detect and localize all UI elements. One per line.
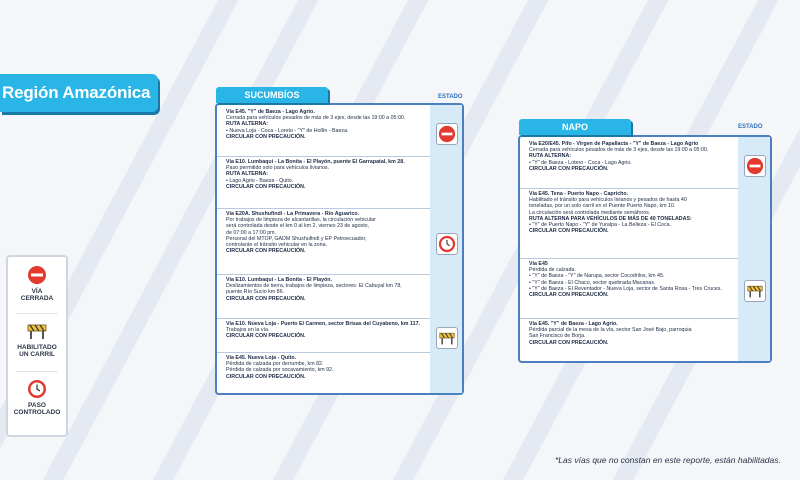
entry-line: Habilitado el tránsito para vehículos livianos y pesados de hasta 40 — [529, 197, 687, 204]
entry-line: CIRCULAR CON PRECAUCIÓN. — [529, 165, 609, 172]
entry-line: Vía E10. Lumbaquí - La Bonita - El Playón. — [226, 277, 332, 283]
entry-line: Vía E45. "Y" de Baeza - Lago Agrio. — [226, 109, 315, 115]
entry-line: RUTA ALTERNA: — [226, 121, 269, 128]
region-title-tab — [0, 74, 158, 112]
legend-label-line1: VÍA — [31, 288, 43, 295]
legend-panel — [6, 255, 68, 437]
legend-divider — [16, 371, 58, 372]
napo-road-entry — [520, 321, 738, 346]
sucumbios-road-entry — [217, 159, 430, 190]
entry-line: CIRCULAR CON PRECAUCIÓN. — [226, 248, 306, 255]
entry-line: Cerrada para vehículos pesados de más de 3 ejes, desde las 19:00 a 05:00. — [529, 147, 709, 154]
one-lane-barrier-icon — [436, 327, 458, 349]
entry-line: toneladas, por un solo carril en el Puente Puerto Napo, km 10. — [529, 203, 676, 210]
entry-divider — [520, 258, 738, 259]
legend-item-closed — [8, 265, 66, 302]
entry-divider — [520, 318, 738, 319]
sucumbios-road-entry — [217, 211, 430, 254]
entry-line: CIRCULAR CON PRECAUCIÓN. — [226, 295, 306, 302]
sucumbios-road-entry — [217, 277, 430, 302]
sucumbios-estado-header: ESTADO — [438, 94, 463, 100]
entry-line: La circulación será controlada mediante semáforos. — [529, 209, 651, 216]
legend-item-controlled — [8, 379, 66, 416]
entry-line: CIRCULAR CON PRECAUCIÓN. — [529, 292, 609, 299]
entry-line: San Francisco de Borja. — [529, 333, 586, 340]
entry-line: de 07:00 a 17:00 pm. — [226, 229, 277, 236]
entry-line: • Nueva Loja - Coca - Loreto - "Y" de Hollín - Baeza. — [226, 127, 349, 134]
one-lane-barrier-icon — [26, 321, 48, 341]
entry-divider — [217, 208, 430, 209]
legend-label-line2: UN CARRIL — [19, 351, 55, 358]
entry-line: • "Y" de Puerto Napo - "Y" de Yuralpa - La Belleza - El Coca. — [529, 222, 672, 229]
entry-line: • "Y" de Baeza - El Reventador - Nueva Loja, sector de Santa Rosa - Tres Cruces. — [529, 285, 722, 292]
entry-line: Personal del MTOP, GADM Shushufindi y EP Petroecuador, — [226, 235, 367, 242]
closed-road-icon — [27, 265, 47, 285]
entry-line: CIRCULAR CON PRECAUCIÓN. — [529, 339, 609, 346]
entry-line: Pérdida de calzada por derrumbe, km 82. — [226, 361, 324, 368]
entry-line: CIRCULAR CON PRECAUCIÓN. — [226, 333, 306, 340]
entry-line: Vía E20/E45. Pifo - Virgen de Papallacta - "Y" de Baeza - Lago Agrio — [529, 141, 699, 147]
closed-road-icon — [436, 123, 458, 145]
entry-line: Pérdida parcial de la mesa de la vía, sector San José Bajo, parroquia — [529, 327, 692, 334]
sucumbios-road-entry — [217, 321, 430, 340]
entry-line: • "Y" de Baeza - Lotero - Coca - Lago Agrio. — [529, 159, 632, 166]
controlled-passage-clock-icon — [27, 379, 47, 399]
entry-line: Cerrada para vehículos pesados de más de 3 ejes, desde las 19:00 a 05:00. — [226, 115, 406, 122]
entry-line: Vía E10. Lumbaquí - La Bonita - El Playón, puente El Garrapatal, km 28. — [226, 159, 405, 165]
entry-line: RUTA ALTERNA PARA VEHÍCULOS DE MÁS DE 40 TONELADAS: — [529, 215, 692, 222]
legend-label-line2: CONTROLADO — [13, 409, 61, 416]
legend-label-line1: HABILITADO — [17, 344, 57, 351]
footnote: *Las vías que no constan en este reporte, están habilitadas. — [555, 455, 781, 465]
legend-label-line1: PASO — [28, 402, 46, 409]
one-lane-barrier-icon — [744, 280, 766, 302]
entry-divider — [217, 156, 430, 157]
entry-line: • Lago Agrio - Baeza - Quito. — [226, 177, 294, 184]
entry-line: puente Río Sucio km 86. — [226, 289, 285, 296]
entry-line: • "Y" de Baeza - "Y" de Narupa, sector Cocodrilos, km 45. — [529, 273, 665, 280]
controlled-passage-clock-icon — [436, 233, 458, 255]
entry-line: Vía E45. Tena - Puerto Napo - Capricho. — [529, 191, 629, 197]
entry-line: Vía E45. "Y" de Baeza - Lago Agrio. — [529, 321, 618, 327]
closed-road-icon — [744, 155, 766, 177]
entry-line: Por trabajos de limpieza de alcantarillas, la circulación vehicular — [226, 217, 376, 224]
entry-line: Vía E20A. Shushufindi - La Primavera - Río Aguarico. — [226, 211, 360, 217]
entry-divider — [217, 274, 430, 275]
entry-divider — [520, 188, 738, 189]
entry-line: Vía E45. Nueva Loja - Quito. — [226, 355, 297, 361]
napo-road-entry — [520, 261, 738, 298]
entry-line: Pérdida de calzada. — [529, 267, 576, 274]
entry-line: Vía E10. Nueva Loja - Puerto El Carmen, sector Brisas del Cuyabeno, km 117. — [226, 321, 421, 327]
entry-divider — [217, 318, 430, 319]
napo-road-entry — [520, 191, 738, 234]
entry-line: CIRCULAR CON PRECAUCIÓN. — [226, 183, 306, 190]
legend-item-one-lane — [8, 321, 66, 358]
entry-divider — [217, 352, 430, 353]
entry-line: RUTA ALTERNA: — [226, 171, 269, 178]
entry-line: controlarán el tránsito vehicular en la zona. — [226, 242, 327, 249]
region-title: Región Amazónica — [2, 83, 151, 102]
sucumbios-card — [215, 103, 464, 395]
sucumbios-road-entry — [217, 355, 430, 380]
entry-line: RUTA ALTERNA: — [529, 153, 572, 160]
entry-line: Paso permitido solo para vehículos livianos. — [226, 165, 330, 172]
napo-card — [518, 135, 772, 363]
sucumbios-road-entry — [217, 109, 430, 140]
entry-line: Trabajos en la vía. — [226, 327, 270, 334]
napo-road-entry — [520, 141, 738, 172]
entry-line: será controlada desde el km 0 al km 2, viernes 23 de agosto, — [226, 223, 370, 230]
entry-line: • "Y" de Baeza - El Chaco, sector quebrada Macanas. — [529, 279, 656, 286]
legend-divider — [16, 313, 58, 314]
legend-label-line2: CERRADA — [20, 295, 54, 302]
entry-line: CIRCULAR CON PRECAUCIÓN. — [226, 373, 306, 380]
entry-line: Pérdida de calzada por socavamiento, km 92. — [226, 367, 334, 374]
napo-estado-header: ESTADO — [738, 124, 763, 130]
napo-header: NAPO — [519, 119, 631, 135]
entry-line: Vía E45 — [529, 261, 548, 267]
entry-line: Deslizamientos de tierra, trabajos de limpieza, sectores: El Cabuyal km 78, — [226, 283, 402, 290]
entry-line: CIRCULAR CON PRECAUCIÓN. — [529, 228, 609, 235]
sucumbios-header: SUCUMBÍOS — [216, 87, 328, 103]
entry-line: CIRCULAR CON PRECAUCIÓN. — [226, 133, 306, 140]
